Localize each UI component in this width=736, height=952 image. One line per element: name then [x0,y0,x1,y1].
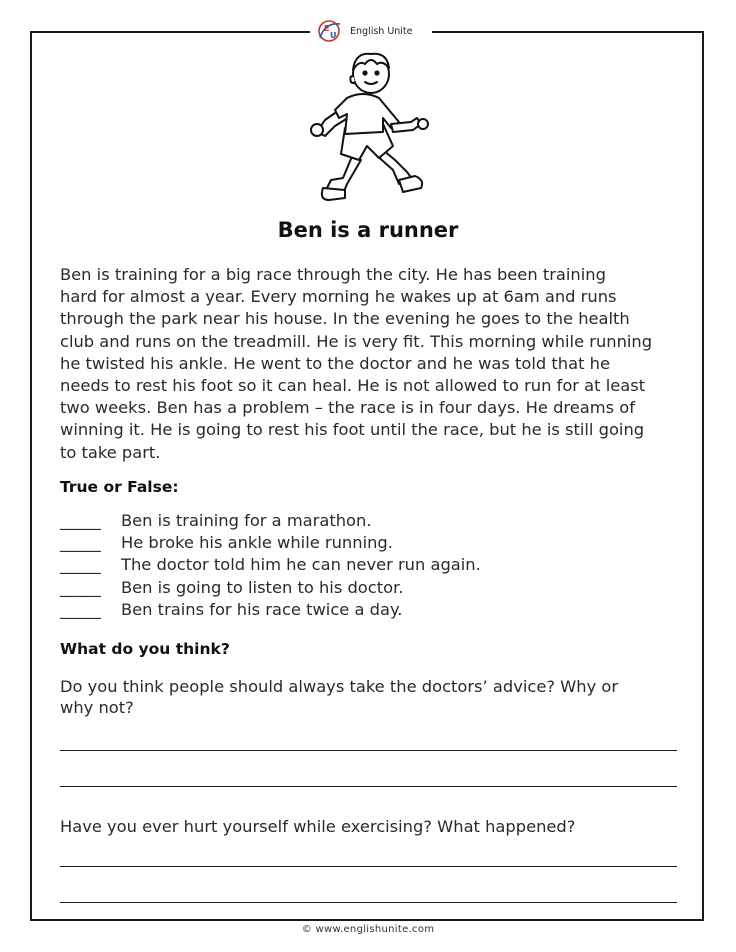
footer-copyright: © www.englishunite.com [301,924,435,935]
answer-blank[interactable]: _____ [60,511,101,530]
true-false-heading: True or False: [60,478,179,496]
answer-blank[interactable]: _____ [60,533,101,553]
story-line: through the park near his house. In the evening he goes to the health [60,309,630,329]
answer-line[interactable] [60,866,677,867]
question-line: Do you think people should always take the doctors’ advice? Why or [60,677,619,696]
true-false-item [60,599,660,621]
svg-text:E: E [324,24,330,33]
discussion-question-2 [60,816,680,837]
answer-line[interactable] [60,750,677,751]
story-line: he twisted his ankle. He went to the doctor and he was told that he [60,353,610,373]
answer-blank[interactable]: _____ [60,555,101,575]
statement-text: The doctor told him he can never run again. [121,555,481,575]
true-false-item [60,510,660,532]
running-boy-illustration [295,42,441,204]
discussion-question-1 [60,676,680,718]
statement-text: Ben is training for a marathon. [121,511,372,530]
page-title: Ben is a runner [277,218,459,242]
answer-line[interactable] [60,902,677,903]
svg-text:U: U [330,31,337,40]
question-line: why not? [60,698,134,717]
answer-blank[interactable]: _____ [60,577,101,597]
answer-line[interactable] [60,786,677,787]
true-false-item [60,532,660,554]
story-line: two weeks. Ben has a problem – the race is in four days. He dreams of [60,398,635,418]
true-false-item [60,554,660,576]
true-false-item [60,577,660,599]
answer-blank[interactable]: _____ [60,599,101,619]
statement-text: Ben is going to listen to his doctor. [121,577,404,597]
story-line: hard for almost a year. Every morning he wakes up at 6am and runs [60,287,617,307]
story-line: Ben is training for a big race through the city. He has been training [60,265,606,284]
statement-text: He broke his ankle while running. [121,533,393,553]
question-line: Have you ever hurt yourself while exercising? What happened? [60,817,576,836]
statement-text: Ben trains for his race twice a day. [121,599,403,619]
brand-name: English Unite [350,25,413,37]
discussion-heading: What do you think? [60,640,230,658]
story-line: winning it. He is going to rest his foot until the race, but he is still going [60,420,645,440]
story-line: needs to rest his foot so it can heal. He is not allowed to run for at least [60,376,646,396]
story-line: to take part. [60,442,161,462]
story-line: club and runs on the treadmill. He is very fit. This morning while running [60,331,653,351]
story-passage [60,264,690,464]
true-false-list [60,510,660,621]
